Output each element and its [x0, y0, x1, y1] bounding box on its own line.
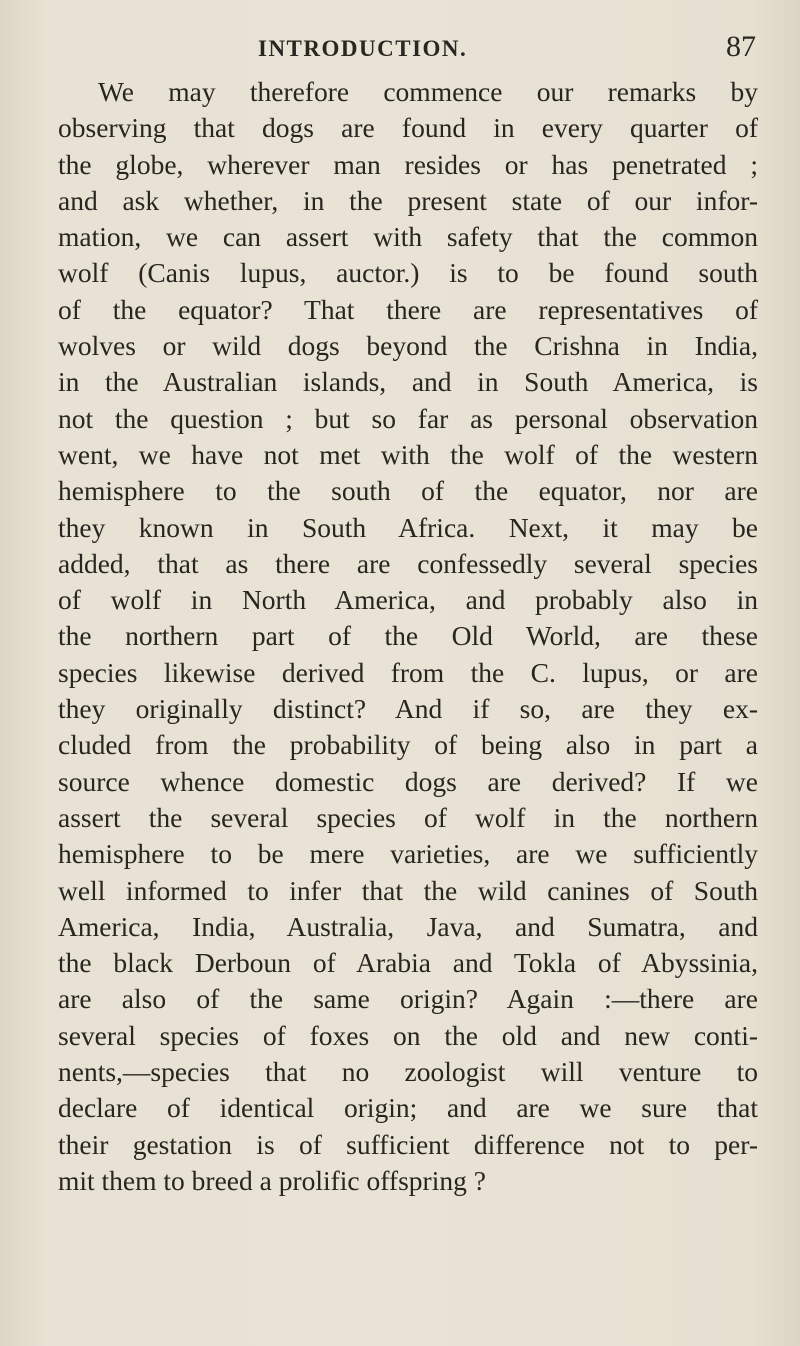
text-line: not the question ; but so far as personal observation [58, 402, 758, 434]
text-line: cluded from the probability of being also in part a [58, 729, 758, 761]
text-line: in the Australian islands, and in South America, is [58, 366, 758, 398]
page-number: 87 [726, 30, 756, 63]
text-line: added, that as there are confessedly several species [58, 547, 758, 579]
text-line: of wolf in North America, and probably also in [58, 584, 758, 616]
text-line: well informed to infer that the wild canines of South [58, 874, 758, 906]
text-line: are also of the same origin? Again :—there are [58, 983, 758, 1015]
text-line: and ask whether, in the present state of our infor- [58, 184, 758, 216]
text-line: several species of foxes on the old and new conti- [58, 1019, 758, 1051]
text-line: observing that dogs are found in every quarter of [58, 112, 758, 144]
text-line: hemisphere to the south of the equator, nor are [58, 475, 758, 507]
text-line: the northern part of the Old World, are these [58, 620, 758, 652]
text-line: went, we have not met with the wolf of the western [58, 438, 758, 470]
running-head [48, 30, 760, 66]
text-line: the black Derboun of Arabia and Tokla of Abyssinia, [58, 947, 758, 979]
text-line: mation, we can assert with safety that the common [58, 221, 758, 253]
text-line: declare of identical origin; and are we sure that [58, 1092, 758, 1124]
text-line: of the equator? That there are representatives of [58, 293, 758, 325]
text-line: wolf (Canis lupus, auctor.) is to be found south [58, 257, 758, 289]
text-line: the globe, wherever man resides or has penetrated ; [58, 148, 758, 180]
text-line: wolves or wild dogs beyond the Crishna in India, [58, 330, 758, 362]
text-line: America, India, Australia, Java, and Sumatra, and [58, 910, 758, 942]
text-line: species likewise derived from the C. lupus, or are [58, 656, 758, 688]
body-paragraph [58, 74, 758, 1199]
text-line: nents,—species that no zoologist will venture to [58, 1056, 758, 1088]
text-line: hemisphere to be mere varieties, are we sufficiently [58, 838, 758, 870]
text-line: We may therefore commence our remarks by [98, 76, 758, 107]
text-line: mit them to breed a prolific offspring ? [58, 1164, 486, 1196]
text-line: they known in South Africa. Next, it may be [58, 511, 758, 543]
text-line: their gestation is of sufficient difference not to per- [58, 1128, 758, 1160]
chapter-title: INTRODUCTION. [258, 36, 468, 61]
text-line: they originally distinct? And if so, are they ex- [58, 693, 758, 725]
text-line: assert the several species of wolf in the northern [58, 801, 758, 833]
text-line: source whence domestic dogs are derived? If we [58, 765, 758, 797]
